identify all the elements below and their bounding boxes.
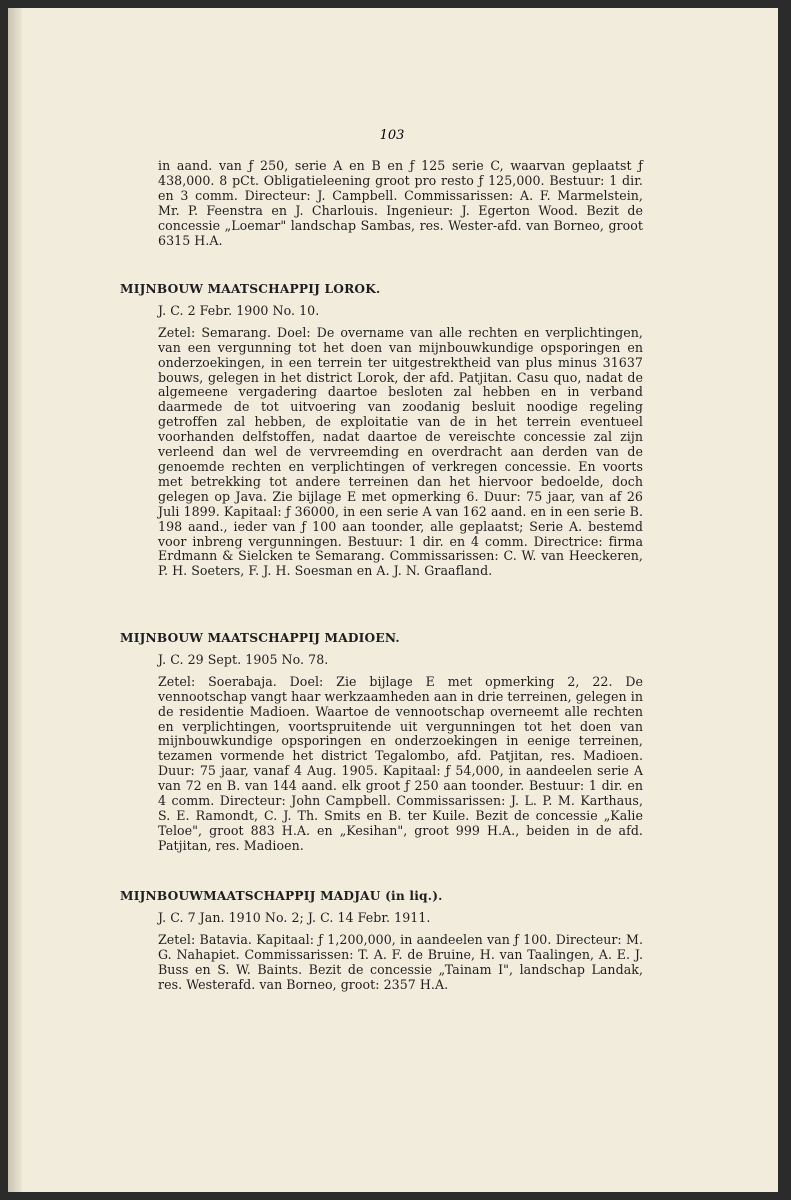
section-heading: MIJNBOUW MAATSCHAPPIJ MADIOEN.: [120, 631, 400, 645]
section-madjau: [120, 889, 643, 992]
page-binding-shadow: [8, 8, 22, 1192]
section-charter: J. C. 29 Sept. 1905 No. 78.: [158, 651, 329, 667]
section-heading: MIJNBOUWMAATSCHAPPIJ MADJAU (in liq.).: [120, 889, 443, 903]
section-heading: MIJNBOUW MAATSCHAPPIJ LOROK.: [120, 282, 381, 296]
section-madioen: [120, 631, 643, 854]
intro-paragraph: in aand. van ƒ 250, serie A en B en ƒ 125 serie C, waarvan geplaatst ƒ 438,000. 8 pCt. Obligatieleening groot pro resto ƒ 125,000. Bestuur: 1 dir. en 3 comm. Directeur: J. Campbell. Commissarissen: A. F. Marmelstein, Mr. P. Feenstra en J. Charlouis. Ingenieur: J. Egerton Wood. Bezit de concessie „Loemar" landschap Sambas, res. Wester-afd. van Borneo, groot 6315 H.A.: [158, 158, 643, 248]
section-body: Zetel: Semarang. Doel: De overname van alle rechten en verplichtingen, van een vergunning tot het doen van mijnbouwkundige opsporingen en onderzoekingen, in een terrein ter uitgestrektheid van plus minus 31637 bouws, gelegen in het district Lorok, der afd. Patjitan. Casu quo, nadat de algemeene vergadering daartoe besloten zal hebben en in verband daarmede de tot uitvoering van zoodanig besluit noodige regeling getroffen zal hebben, de exploitatie van de in het terrein eventueel voorhanden delfstoffen, nadat daartoe de vereischte concessie zal zijn verleend dan wel de vervreemding en overdracht aan derden van de genoemde rechten en verplichtingen of verkregen concessie. En voorts met betrekking tot andere terreinen dan het hiervoor bedoelde, doch gelegen op Java. Zie bijlage E met opmerking 6. Duur: 75 jaar, van af 26 Juli 1899. Kapitaal: ƒ 36000, in een serie A van 162 aand. en in een serie B. 198 aand., ieder van ƒ 100 aan toonder, alle geplaatst; Serie A. bestemd voor inbreng vergunningen. Bestuur: 1 dir. en 4 comm. Directrice: firma Erdmann & Sielcken te Semarang. Commissarissen: C. W. van Heeckeren, P. H. Soeters, F. J. H. Soesman en A. J. N. Graafland.: [158, 324, 643, 579]
section-lorok: [120, 282, 643, 579]
page-number: 103: [379, 128, 405, 143]
section-body: Zetel: Soerabaja. Doel: Zie bijlage E met opmerking 2, 22. De vennootschap vangt haar werkzaamheden aan in drie terreinen, gelegen in de residentie Madioen. Waartoe de vennootschap overneemt alle rechten en verplichtingen, voortspruitende uit vergunningen tot het doen van mijnbouwkundige opsporingen en onderzoekingen in eenige terreinen, tezamen vormende het district Tegalombo, afd. Patjitan, res. Madioen. Duur: 75 jaar, vanaf 4 Aug. 1905. Kapitaal: ƒ 54,000, in aandeelen serie A van 72 en B. van 144 aand. elk groot ƒ 250 aan toonder. Bestuur: 1 dir. en 4 comm. Directeur: John Campbell. Commissarissen: J. L. P. M. Karthaus, S. E. Ramondt, C. J. Th. Smits en B. ter Kuile. Bezit de concessie „Kalie Teloe", groot 883 H.A. en „Kesihan", groot 999 H.A., beiden in de afd. Patjitan, res. Madioen.: [158, 673, 643, 853]
section-charter: J. C. 7 Jan. 1910 No. 2; J. C. 14 Febr. 1911.: [158, 909, 431, 925]
section-charter: J. C. 2 Febr. 1900 No. 10.: [158, 302, 320, 318]
section-body: Zetel: Batavia. Kapitaal: ƒ 1,200,000, in aandeelen van ƒ 100. Directeur: M. G. Nahapiet. Commissarissen: T. A. F. de Bruine, H. van Taalingen, A. E. J. Buss en S. W. Baints. Bezit de concessie „Tainam I", landschap Landak, res. Westerafd. van Borneo, groot: 2357 H.A.: [158, 931, 643, 992]
